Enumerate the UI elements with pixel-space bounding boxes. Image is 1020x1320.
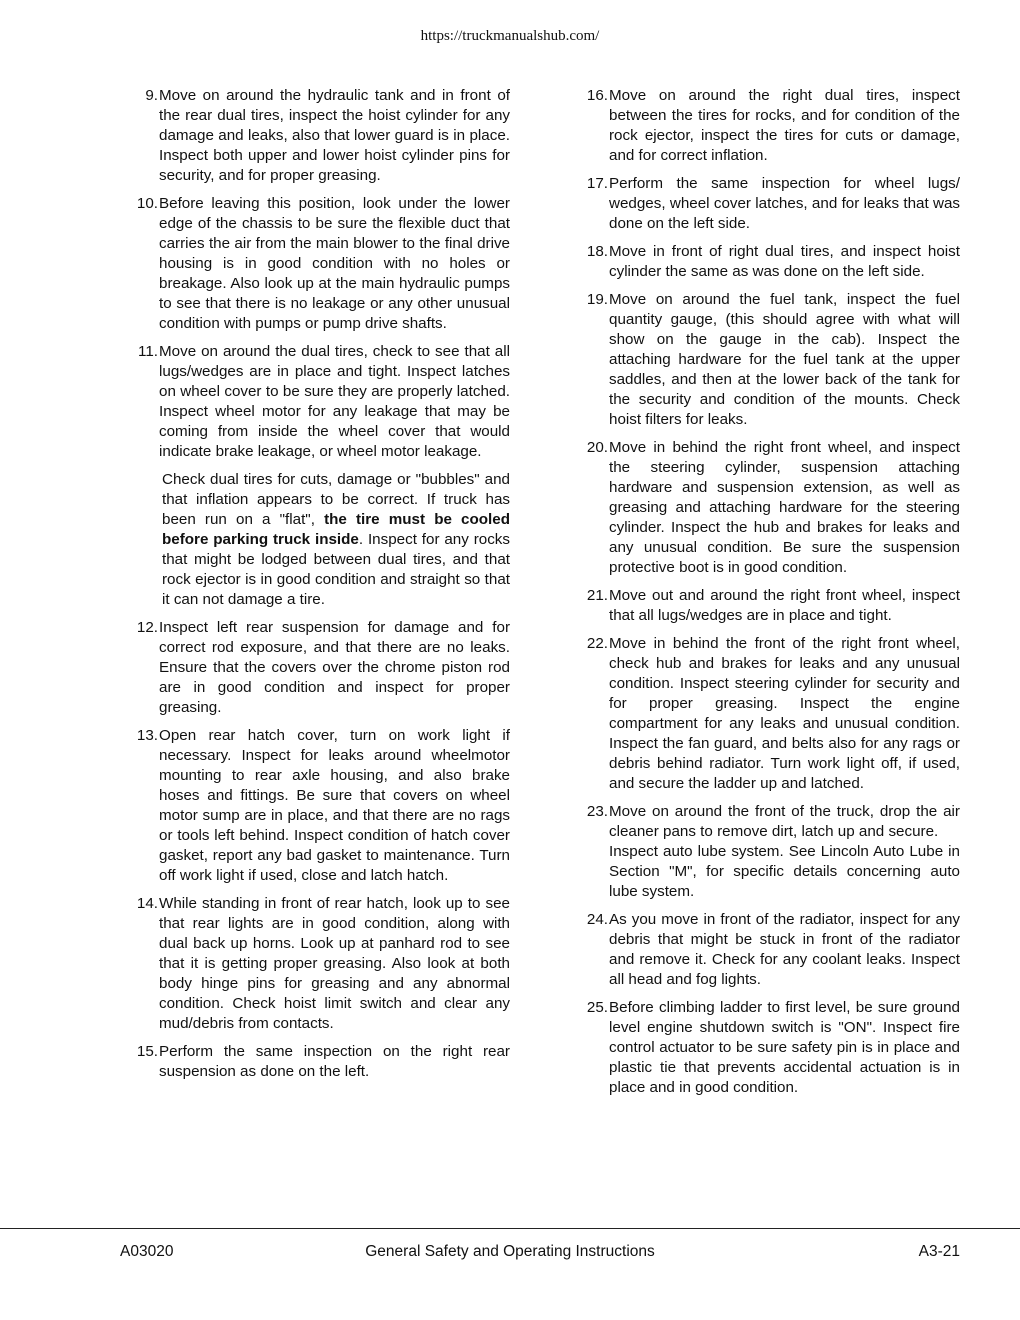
item-text: Before leaving this position, look under the lower edge of the chassis to be sure the flexible duct that carries the air from the main blower to the final drive housing is in good condition with no holes or breakage. Also look up at the main hydraulic pumps to see that there is no leakage or any other unusual condition with pumps or pump drive shafts. — [159, 195, 510, 332]
item-number: 9. — [145, 87, 158, 104]
tire-note-text-2: . Inspect for any rocks that might be lodged between dual tires, and that rock ejector is in good condition and straight so that it can not damage a tire. — [162, 531, 510, 608]
list-item — [580, 586, 960, 626]
item-number: 21. — [586, 587, 608, 604]
item-number: 24. — [586, 911, 608, 928]
right-column — [580, 86, 960, 1106]
item-text: Inspect left rear suspension for damage and for correct rod exposure, and that there are no leaks. Ensure that the covers over the chrome piston rod are in good condition and inspect for proper greasing. — [159, 619, 510, 716]
item-number: 25. — [586, 999, 608, 1016]
item-text: Move on around the dual tires, check to see that all lugs/wedges are in place and tight. Inspect latches on wheel cover to be sure they are properly latched. Inspect wheel motor for any leakage that may be coming from inside the wheel cover that would indicate brake leakage, or wheel motor leakage. — [159, 343, 510, 460]
item-text: Move in front of right dual tires, and inspect hoist cylinder the same as was done on the left side. — [609, 243, 960, 280]
item-number: 10. — [136, 195, 158, 212]
tire-note — [162, 470, 510, 610]
item-number: 13. — [136, 727, 158, 744]
item-text: As you move in front of the radiator, inspect for any debris that might be stuck in front of the radiator and remove it. Check for any coolant leaks. Inspect all head and fog lights. — [609, 911, 960, 988]
item-number: 12. — [136, 619, 158, 636]
item-text: Open rear hatch cover, turn on work light if necessary. Inspect for leaks around wheelmotor mounting to rear axle housing, and also brake hoses and fittings. Be sure that covers on wheel motor sump are in place, and that there are no rags or tools left behind. Inspect condition of hatch cover gasket, report any bad gasket to maintenance. Turn off work light if used, close and latch hatch. — [159, 727, 510, 884]
list-item — [580, 174, 960, 234]
item-text: Move on around the fuel tank, inspect the fuel quantity gauge, (this should agree with what will show on the gauge in the cab). Inspect the attaching hardware for the fuel tank at the upper saddles, and then at the lower back of the tank for the security and condition of the mounts. Check hoist filters for leaks. — [609, 291, 960, 428]
left-column — [130, 86, 510, 1090]
list-item — [580, 802, 960, 902]
item-number: 15. — [136, 1043, 158, 1060]
item-number: 22. — [586, 635, 608, 652]
source-url[interactable]: https://truckmanualshub.com/ — [420, 28, 600, 44]
item-text: While standing in front of rear hatch, look up to see that rear lights are in good condition, along with dual back up horns. Look up at panhard rod to see that it is getting proper greasing. Also look at both body hinge pins for greasing and any abnormal condition. Check hoist limit switch and clear any mud/debris from contacts. — [159, 895, 510, 1032]
tire-warning: the tire must be cooled before parking truck inside — [162, 511, 511, 548]
list-item — [130, 342, 510, 462]
list-item — [130, 1042, 510, 1082]
list-item — [580, 86, 960, 166]
item-number: 18. — [586, 243, 608, 260]
footer-title: General Safety and Operating Instructions — [365, 1243, 655, 1260]
item-number: 20. — [586, 439, 608, 456]
list-item — [130, 726, 510, 886]
list-item — [130, 194, 510, 334]
list-item — [580, 998, 960, 1098]
item-text: Move on around the right dual tires, inspect between the tires for rocks, and for condition of the rock ejector, inspect the tires for cuts or damage, and for correct inflation. — [609, 87, 960, 164]
item-text: Perform the same inspection on the right rear suspension as done on the left. — [159, 1043, 510, 1080]
item-number: 14. — [136, 895, 158, 912]
item-text: Move on around the front of the truck, drop the air cleaner pans to remove dirt, latch up and secure. — [609, 803, 960, 840]
item-text: Before climbing ladder to first level, be sure ground level engine shutdown switch is "ON". Inspect fire control actuator to be sure safety pin is in place and plastic tie that prevents accidental actuation is in place and in good condition. — [609, 999, 960, 1096]
item-number: 19. — [586, 291, 608, 308]
list-item — [130, 894, 510, 1034]
list-item — [130, 618, 510, 718]
item-text: Move on around the hydraulic tank and in front of the rear dual tires, inspect the hoist cylinder for any damage and leaks, also that lower guard is in place. Inspect both upper and lower hoist cylinder pins for security, and for proper greasing. — [159, 87, 510, 184]
list-item — [130, 86, 510, 186]
item-text: Move in behind the right front wheel, and inspect the steering cylinder, suspension attaching hardware and suspension extension, as well as greasing and attaching hardware for the steering cylinder. Inspect the hub and brakes for leaks and any unusual condition. Be sure the suspension protective boot is in good condition. — [609, 439, 960, 576]
item-text-continued: Inspect auto lube system. See Lincoln Auto Lube in Section "M", for specific details concerning auto lube system. — [609, 843, 960, 900]
item-number: 17. — [586, 175, 608, 192]
tire-note-text: Check dual tires for cuts, damage or "bubbles" and that inflation appears to be correct. If truck has been run on a "flat", — [162, 471, 510, 528]
item-number: 23. — [586, 803, 608, 820]
item-text: Move out and around the right front wheel, inspect that all lugs/wedges are in place and tight. — [609, 587, 960, 624]
list-item — [580, 290, 960, 430]
footer-rule — [0, 1228, 1020, 1229]
item-text: Perform the same inspection for wheel lugs/ wedges, wheel cover latches, and for leaks that was done on the left side. — [609, 175, 960, 232]
item-number: 11. — [138, 343, 158, 360]
list-item — [580, 438, 960, 578]
list-item — [580, 634, 960, 794]
list-item — [580, 910, 960, 990]
item-text: Move in behind the front of the right front wheel, check hub and brakes for leaks and any unusual condition. Inspect steering cylinder for security and for proper greasing. Inspect the engine compartment for any leaks and unusual condition. Inspect the fan guard, and belts also for any rags or debris behind radiator. Turn work light off, if used, and secure the ladder up and latched. — [609, 635, 960, 792]
list-item — [580, 242, 960, 282]
item-number: 16. — [586, 87, 608, 104]
page-number: A3-21 — [918, 1243, 960, 1260]
document-code: A03020 — [120, 1243, 174, 1260]
